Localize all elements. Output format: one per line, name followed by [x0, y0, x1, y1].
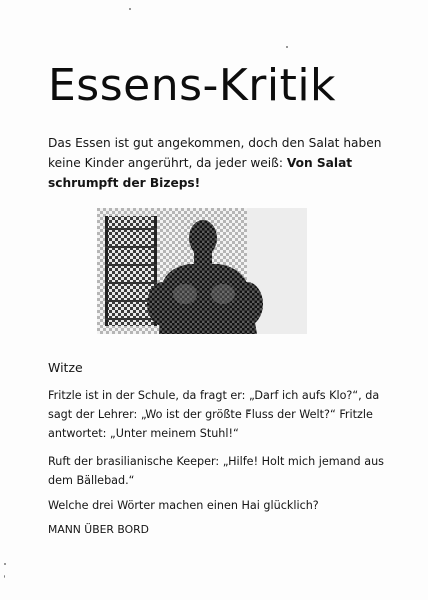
scan-speck [4, 575, 5, 578]
intro-text: Das Essen ist gut angekommen, doch den Salat haben keine Kinder angerührt, da jeder weiß: [48, 136, 382, 170]
section-title-jokes: Witze [48, 360, 83, 375]
joke-answer: MANN ÜBER BORD [48, 523, 149, 536]
intro-paragraph [48, 133, 388, 193]
scan-speck [129, 8, 131, 10]
joke-text: Fritzle ist in der Schule, da fragt er: „Darf ich aufs Klo?“, da sagt der Lehrer: „Wo ist der größte Fluss der Welt?“ Fritzle antwortet: „Unter meinem Stuhl!“ [48, 389, 380, 440]
joke-text: Ruft der brasilianische Keeper: „Hilfe! Holt mich jemand aus dem Bällebad.“ [48, 455, 384, 487]
page-title: Essens-Kritik [48, 60, 337, 111]
scan-speck [286, 46, 288, 48]
scan-speck [4, 563, 6, 565]
intro-bold-text: Von Salat schrumpft der Bizeps! [48, 156, 353, 190]
bodybuilder-photo [97, 208, 307, 334]
joke-question: Welche drei Wörter machen einen Hai glücklich? [48, 499, 319, 512]
bodybuilder-photo-graphic [97, 208, 307, 334]
